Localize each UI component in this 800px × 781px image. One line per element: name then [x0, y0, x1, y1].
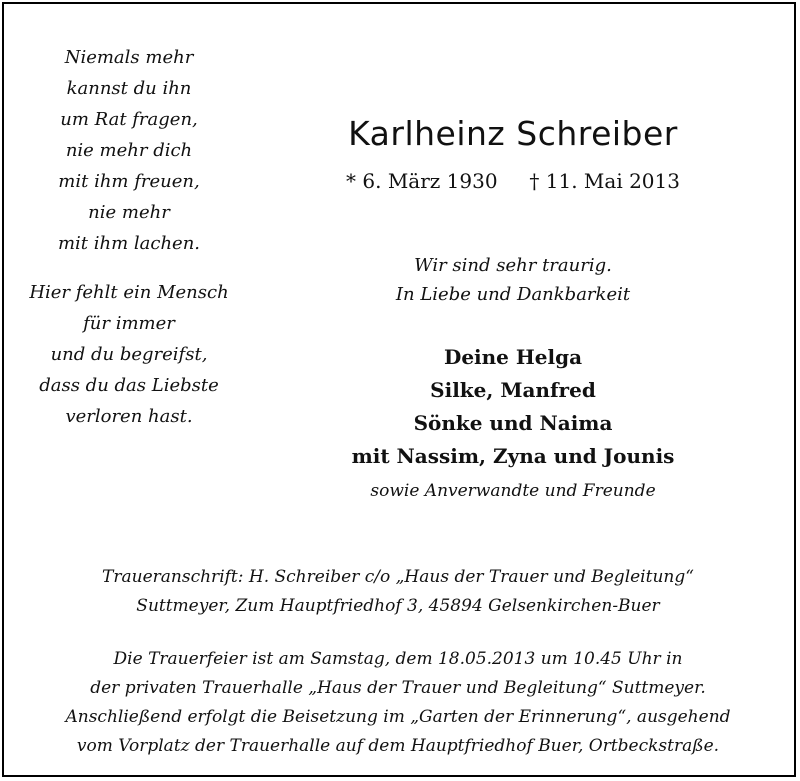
- service-line: Anschließend erfolgt die Beisetzung im „Garten der Erinnerung“, ausgehend: [65, 707, 731, 727]
- poem-line: Niemals mehr: [64, 47, 194, 68]
- family-line: Deine Helga: [443, 345, 583, 369]
- family-line: Silke, Manfred: [430, 378, 596, 402]
- family-block: [300, 341, 726, 473]
- funeral-service-info: [10, 645, 786, 761]
- service-line: der privaten Trauerhalle „Haus der Trauer und Begleitung“ Suttmeyer.: [90, 678, 706, 698]
- poem-line: mit ihm freuen,: [58, 171, 200, 192]
- poem-line: nie mehr: [88, 202, 170, 223]
- family-line: Sönke und Naima: [413, 411, 613, 435]
- life-dates: [300, 169, 726, 193]
- address-line: Suttmeyer, Zum Hauptfriedhof 3, 45894 Gelsenkirchen-Buer: [136, 596, 660, 616]
- relatives-line: sowie Anverwandte und Freunde: [370, 481, 656, 501]
- poem-line: verloren hast.: [65, 406, 193, 427]
- message-line: Wir sind sehr traurig.: [414, 255, 612, 276]
- poem-stanza-2: [14, 277, 244, 432]
- poem-line: dass du das Liebste: [39, 375, 219, 396]
- poem-line: für immer: [83, 313, 175, 334]
- poem-stanza-1: [14, 42, 244, 259]
- birth-date: * 6. März 1930: [346, 169, 498, 193]
- poem-line: Hier fehlt ein Mensch: [29, 282, 229, 303]
- poem-line: und du begreifst,: [50, 344, 208, 365]
- death-date: † 11. Mai 2013: [529, 169, 680, 193]
- poem-line: nie mehr dich: [65, 140, 193, 161]
- funeral-address: [10, 563, 786, 621]
- family-line: mit Nassim, Zyna und Jounis: [351, 444, 675, 468]
- service-line: Die Trauerfeier ist am Samstag, dem 18.05.2013 um 10.45 Uhr in: [113, 649, 683, 669]
- address-line: Traueranschrift: H. Schreiber c/o „Haus der Trauer und Begleitung“: [102, 567, 694, 587]
- poem-line: mit ihm lachen.: [57, 233, 201, 254]
- deceased-name: Karlheinz Schreiber: [348, 114, 678, 153]
- poem-line: um Rat fragen,: [60, 109, 198, 130]
- message-block: [300, 251, 726, 309]
- service-line: vom Vorplatz der Trauerhalle auf dem Hauptfriedhof Buer, Ortbeckstraße.: [76, 736, 720, 756]
- message-line: In Liebe und Dankbarkeit: [395, 284, 631, 305]
- poem-line: kannst du ihn: [66, 78, 192, 99]
